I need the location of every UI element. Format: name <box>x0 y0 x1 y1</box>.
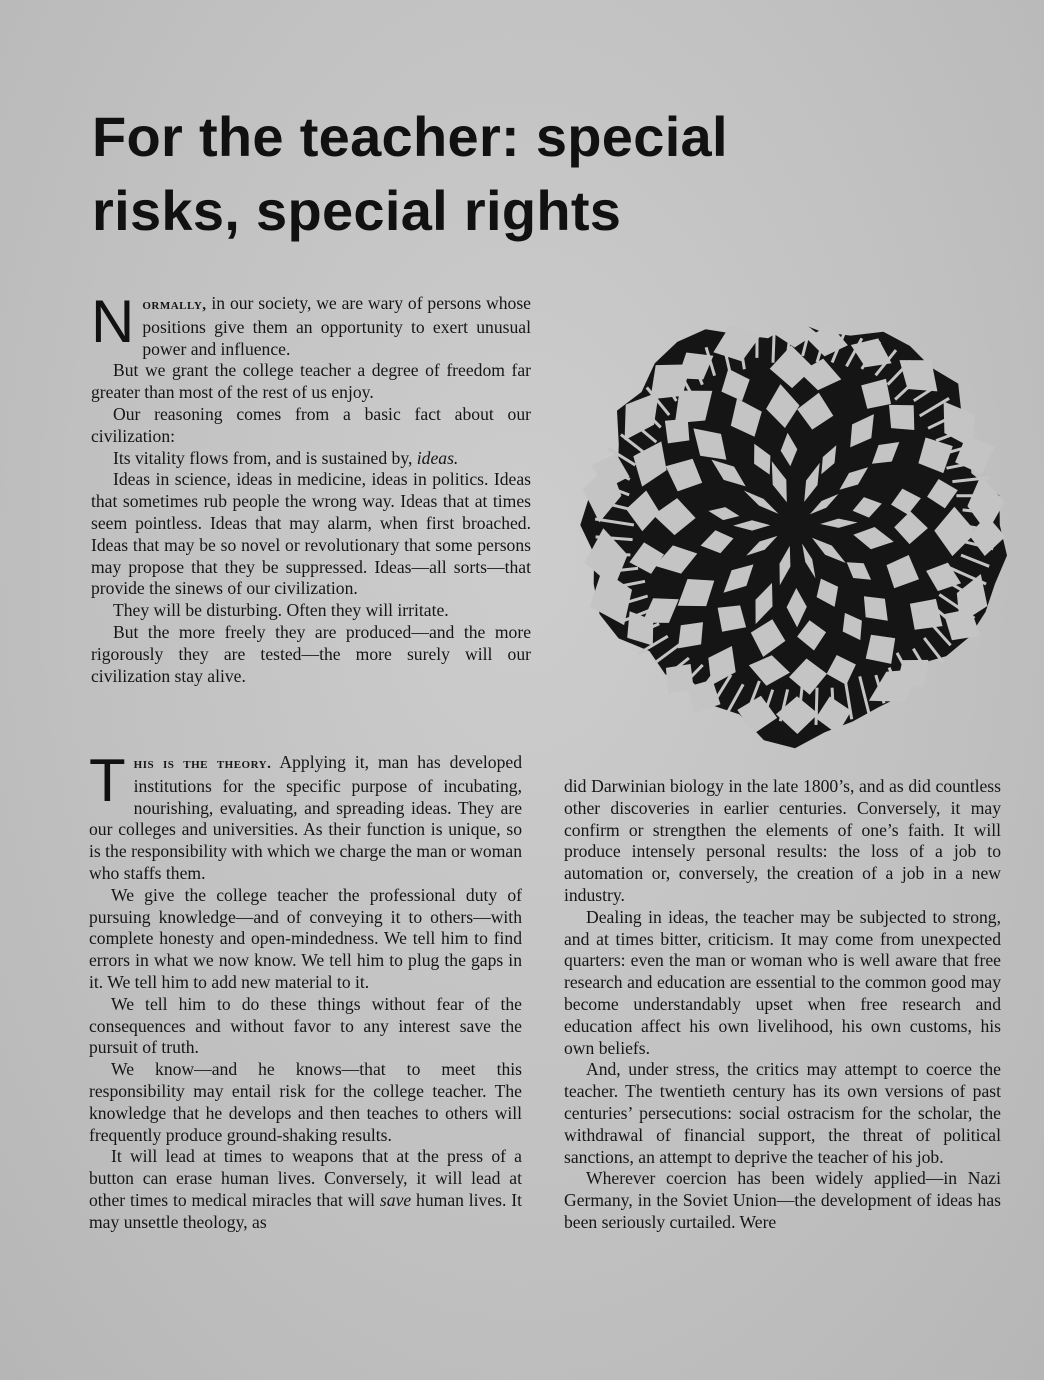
body-paragraph: And, under stress, the critics may attempt to coerce the teacher. The twentieth century has its own versions of past centuries’ persecutions: social ostracism for the scholar, the withdrawal of financial support, the threat of political sanctions, an attempt to deprive the teacher of his job. <box>564 1059 1001 1167</box>
body-paragraph: We know—and he knows—that to meet this responsibility may entail risk for the college teacher. The knowledge that he develops and then teaches to others will frequently produce ground-shaking results. <box>89 1059 522 1145</box>
rosette-center <box>783 513 807 537</box>
body-paragraph: did Darwinian biology in the late 1800’s, and as did countless other discoveries in earlier centuries. Conversely, it may confirm or strengthen the elements of one’s faith. It will produce intensely personal results: the loss of a job to automation or, conversely, the creation of a job in a new industry. <box>564 776 1001 905</box>
body-paragraph: Dealing in ideas, the teacher may be subjected to strong, and at times bitter, criticism. It may come from unexpected quarters: even the man or woman who is well aware that free research and education are essential to the common good may become understandably upset when free research and education affect his own livelihood, his own customs, his own beliefs. <box>564 906 1001 1058</box>
intro-lead-paragraph <box>91 288 531 360</box>
left-body-column <box>89 747 522 1234</box>
section-lead-text: Applying it, man has developed institutions for the specific purpose of incubating, nourishing, evaluating, and spreading ideas. They are our colleges and universities. As their function is unique, so is the responsibility with which we charge the man or woman who staffs them. <box>89 752 522 883</box>
right-body-column <box>564 776 1001 1234</box>
intro-lead-text: in our society, we are wary of persons whose positions give them an opportunity to exert unusual power and influence. <box>142 293 531 359</box>
carved-line <box>773 328 774 363</box>
article-headline: For the teacher: special risks, special rights <box>92 105 728 242</box>
intro-lead-caps: ormally, <box>142 297 207 313</box>
body-paragraph: We give the college teacher the professional duty of pursuing knowledge—and of conveying it to others—with complete honesty and open-mindedness. We tell him to find errors in what we now know. We tell him to plug the gaps in it. We tell him to add new material to it. <box>89 884 522 992</box>
carved-shard <box>864 596 888 621</box>
section-lead-caps: his is the theory. <box>133 756 272 772</box>
intro-paragraph: Our reasoning comes from a basic fact about our civilization: <box>91 403 531 446</box>
section-lead-paragraph <box>89 747 522 885</box>
body-paragraph: Wherever coercion has been widely applied—in Nazi Germany, in the Soviet Union—the development of ideas has been seriously curtailed. Were <box>564 1168 1001 1232</box>
drop-cap-t: T <box>89 747 126 814</box>
intro-paragraph: Ideas in science, ideas in medicine, ideas in politics. Ideas that sometimes rub people the wrong way. Ideas that at times seem pointless. Ideas that may alarm, when first broached. Ideas that may be so novel or revolutionary that some persons may propose that they be suppressed. Ideas—all sorts—that provide the sinews of our civilization. <box>91 469 531 599</box>
body-text: It will lead at times to weapons that at the press of a button can erase human lives. Conversely, it will lead at other times to medical miracles that will <box>89 1146 522 1210</box>
body-paragraph <box>89 1146 522 1233</box>
carved-line <box>832 688 834 722</box>
carved-line <box>600 554 630 555</box>
body-paragraph: We tell him to do these things without fear of the consequences and without favor to any interest save the pursuit of truth. <box>89 993 522 1058</box>
woodcut-rosette-illustration <box>560 290 1030 760</box>
body-text: human lives. It may unsettle theology, as <box>89 1189 522 1232</box>
intro-paragraph <box>91 448 531 470</box>
italic-save: save <box>379 1189 412 1210</box>
intro-paragraph: They will be disturbing. Often they will irritate. <box>113 600 449 621</box>
intro-column <box>91 288 531 687</box>
intro-italic-ideas: ideas. <box>416 447 459 468</box>
drop-cap-n: N <box>91 288 135 355</box>
intro-paragraph-text: Its vitality flows from, and is sustained by, <box>113 447 417 468</box>
intro-paragraph: But we grant the college teacher a degree of freedom far greater than most of the rest of us enjoy. <box>91 360 531 403</box>
carved-line <box>816 688 817 725</box>
intro-paragraph: But the more freely they are produced—and the more rigorously they are tested—the more surely will our civilization stay alive. <box>91 621 531 686</box>
carved-shard <box>889 405 914 430</box>
